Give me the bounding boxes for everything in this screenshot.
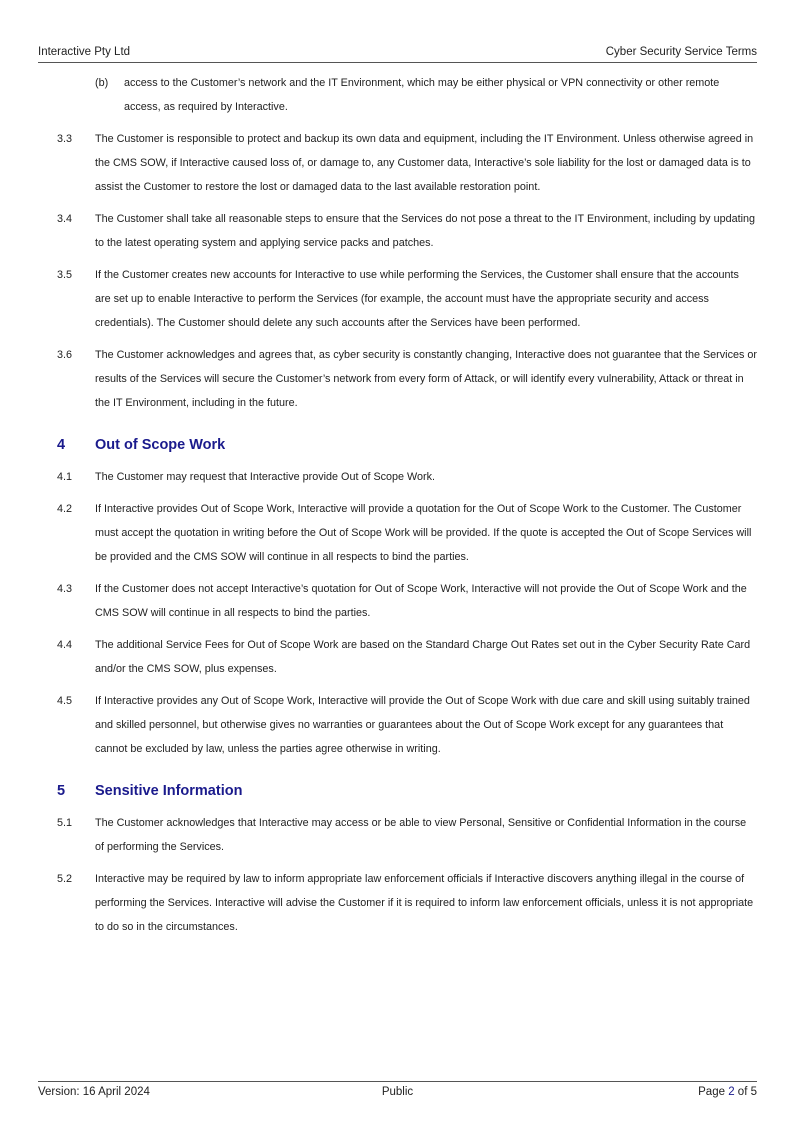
clause-text: The Customer acknowledges that Interactive may access or be able to view Personal, Sensitive or Confidential Information in the course of performing the Services.: [95, 817, 747, 853]
clause-text: Interactive may be required by law to inform appropriate law enforcement officials if Interactive discovers anything illegal in the course of performing the Services. Interactive will advise the Customer if it is required to inform law enforcement officials, unless it is not appropriate to do so in the circumstances.: [95, 873, 754, 933]
sub-clause-b: [95, 71, 757, 119]
clause-3-6: [38, 343, 757, 415]
clause-3-5: [38, 263, 757, 335]
header-divider: [38, 62, 757, 63]
clause-text: If Interactive provides Out of Scope Work, Interactive will provide a quotation for the Out of Scope Work to the Customer. The Customer must accept the quotation in writing before the Out of Scope Work will be provided. If the quote is accepted the Out of Scope Services will be provided and the CMS SOW will continue in all respects to bind the parties.: [95, 503, 752, 563]
clause-4-5: [38, 689, 757, 761]
clause-number: 3.6: [57, 349, 73, 361]
page-number: [698, 1086, 757, 1098]
clause-number: 3.4: [57, 213, 73, 225]
clause-5-2: [38, 867, 757, 939]
footer-classification: Public: [381, 1086, 414, 1098]
clause-number: 4.2: [57, 503, 73, 515]
clause-number: 3.3: [57, 133, 73, 145]
page-footer: [38, 1086, 757, 1098]
page-header: [38, 46, 757, 58]
clause-number: 4.4: [57, 639, 73, 651]
section-heading-4: [38, 433, 757, 457]
page-current: 2: [728, 1086, 735, 1098]
sub-clause-label: (b): [95, 77, 109, 89]
clause-4-3: [38, 577, 757, 625]
section-heading-5: [38, 779, 757, 803]
clause-text: The Customer may request that Interactive provide Out of Scope Work.: [95, 471, 436, 483]
section-title: Sensitive Information: [95, 783, 243, 799]
section-number: 4: [57, 437, 66, 453]
clause-text: If Interactive provides any Out of Scope Work, Interactive will provide the Out of Scope Work with due care and skill using suitably trained and skilled personnel, but otherwise gives no warranties or guarantees about the Out of Scope Work except for any guarantees that cannot be excluded by law, unless the parties agree otherwise in writing.: [95, 695, 750, 755]
footer-version: Version: 16 April 2024: [38, 1086, 150, 1098]
header-company: Interactive Pty Ltd: [38, 46, 131, 58]
page-of: of: [734, 1086, 751, 1098]
section-number: 5: [57, 783, 66, 799]
clause-text: The additional Service Fees for Out of Scope Work are based on the Standard Charge Out Rates set out in the Cyber Security Rate Card and/or the CMS SOW, plus expenses.: [95, 639, 751, 675]
clause-text: The Customer shall take all reasonable steps to ensure that the Services do not pose a threat to the IT Environment, including by updating to the latest operating system and applying service packs and patches.: [95, 213, 755, 249]
document-body: [38, 71, 757, 947]
clause-text: The Customer acknowledges and agrees that, as cyber security is constantly changing, Interactive does not guarantee that the Services or results of the Services will secure the Customer’s network from every form of Attack, or will identify every vulnerability, Attack or threat in the IT Environment, including in the future.: [95, 349, 757, 409]
clause-number: 3.5: [57, 269, 73, 281]
page-total: 5: [750, 1086, 757, 1098]
clause-4-2: [38, 497, 757, 569]
clause-number: 4.1: [57, 471, 73, 483]
clause-number: 4.3: [57, 583, 73, 595]
clause-4-4: [38, 633, 757, 681]
sub-clause-text: access to the Customer’s network and the IT Environment, which may be either physical or VPN connectivity or other remote access, as required by Interactive.: [124, 77, 720, 113]
clause-4-1: [38, 465, 757, 489]
footer-divider: [38, 1081, 757, 1082]
header-document-title: Cyber Security Service Terms: [605, 46, 757, 58]
clause-text: If the Customer does not accept Interactive’s quotation for Out of Scope Work, Interactive will not provide the Out of Scope Work and the CMS SOW will continue in all respects to bind the parties.: [95, 583, 747, 619]
clause-number: 5.1: [57, 817, 73, 829]
section-title: Out of Scope Work: [95, 437, 226, 453]
clause-3-3: [38, 127, 757, 199]
clause-3-4: [38, 207, 757, 255]
clause-text: The Customer is responsible to protect and backup its own data and equipment, including the IT Environment. Unless otherwise agreed in the CMS SOW, if Interactive caused loss of, or damage to, any Customer data, Interactive’s sole liability for the lost or damaged data is to assist the Customer to restore the lost or damaged data to the last available restoration point.: [95, 133, 754, 193]
clause-text: If the Customer creates new accounts for Interactive to use while performing the Services, the Customer shall ensure that the accounts are set up to enable Interactive to perform the Services (for example, the account must have the appropriate security and access credentials). The Customer should delete any such accounts after the Services have been performed.: [95, 269, 739, 329]
page-prefix: Page: [698, 1086, 729, 1098]
clause-number: 5.2: [57, 873, 73, 885]
clause-number: 4.5: [57, 695, 73, 707]
clause-5-1: [38, 811, 757, 859]
